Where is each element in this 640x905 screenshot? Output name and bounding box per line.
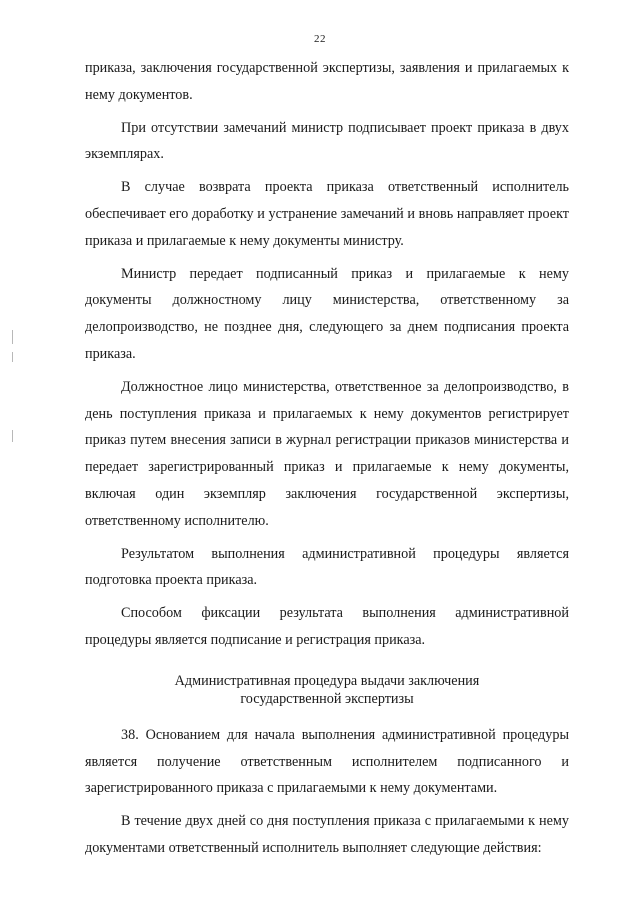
paragraph: При отсутствии замечаний министр подписывает проект приказа в двух экземплярах. bbox=[85, 119, 569, 163]
paragraph: Министр передает подписанный приказ и прилагаемые к нему документы должностному лицу министерства, ответственному за делопроизводство, не позднее дня, следующего за днем подписания проекта приказа. bbox=[85, 265, 569, 362]
document-body bbox=[85, 55, 569, 868]
section-heading bbox=[85, 672, 569, 708]
paragraph: Результатом выполнения административной процедуры является подготовка проекта приказа. bbox=[85, 545, 569, 589]
scan-margin-mark bbox=[12, 352, 13, 362]
section-heading-line: государственной экспертизы bbox=[240, 690, 414, 707]
paragraph: В течение двух дней со дня поступления приказа с прилагаемыми к нему документами ответственный исполнитель выполняет следующие действия: bbox=[85, 813, 569, 856]
paragraph: Способом фиксации результата выполнения административной процедуры является подписание и регистрация приказа. bbox=[85, 605, 569, 648]
page-number: 22 bbox=[314, 33, 326, 45]
paragraph: приказа, заключения государственной экспертизы, заявления и прилагаемых к нему документов. bbox=[85, 60, 569, 103]
scan-margin-mark bbox=[12, 430, 13, 442]
paragraph: Должностное лицо министерства, ответственное за делопроизводство, в день поступления приказа и прилагаемых к нему документов регистрирует приказ путем внесения записи в журнал регистрации приказов министерства и передает зарегистрированный приказ и прилагаемые к нему документы, включая один экземпляр заключения государственной экспертизы, ответственному исполнителю. bbox=[85, 378, 569, 529]
paragraph: В случае возврата проекта приказа ответственный исполнитель обеспечивает его доработку и устранение замечаний и вновь направляет проект приказа и прилагаемые к нему документы министру. bbox=[85, 179, 569, 249]
scan-margin-mark bbox=[12, 330, 13, 344]
section-heading-line: Административная процедура выдачи заключения bbox=[174, 672, 480, 689]
paragraph: 38. Основанием для начала выполнения административной процедуры является получение ответственным исполнителем подписанного и зарегистрированного приказа с прилагаемыми к нему документами. bbox=[85, 726, 569, 797]
